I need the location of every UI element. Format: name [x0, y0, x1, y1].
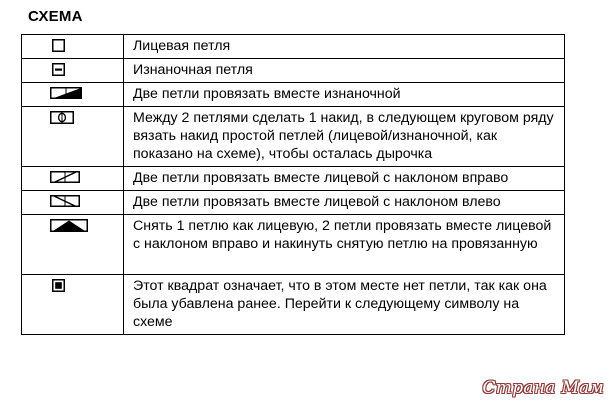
site-watermark: Страна Мам — [482, 378, 604, 398]
table-row — [22, 215, 565, 275]
symbol-cell — [22, 107, 124, 167]
page-title: СХЕМА — [28, 8, 83, 25]
knit-stitch-icon — [52, 39, 65, 52]
legend-description: Лицевая петля — [124, 35, 565, 59]
symbol-cell — [22, 215, 124, 275]
legend-description: Изнаночная петля — [124, 59, 565, 83]
table-row — [22, 83, 565, 107]
symbol-cell — [22, 59, 124, 83]
table-row — [22, 59, 565, 83]
symbol-cell — [22, 35, 124, 59]
legend-description: Две петли провязать вместе лицевой с наклоном вправо — [124, 167, 565, 191]
legend-table — [21, 34, 565, 335]
purl-stitch-icon — [52, 63, 65, 76]
table-row — [22, 35, 565, 59]
yarn-over-icon — [50, 111, 74, 124]
legend-description: Этот квадрат означает, что в этом месте нет петли, так как она была убавлена ранее. Перейти к следующему символу на схеме — [124, 275, 565, 335]
legend-description: Две петли провязать вместе изнаночной — [124, 83, 565, 107]
legend-description: Между 2 петлями сделать 1 накид, в следующем круговом ряду вязать накид простой петлей (лицевой/изнаночной, как показано на схеме), чтобы осталась дырочка — [124, 107, 565, 167]
symbol-cell — [22, 191, 124, 215]
purl-two-together-icon — [50, 87, 82, 99]
knit-two-together-left-icon — [50, 195, 80, 207]
symbol-cell — [22, 83, 124, 107]
slip-knit-pass-over-icon — [50, 219, 88, 232]
no-stitch-icon — [52, 279, 65, 292]
legend-description: Две петли провязать вместе лицевой с наклоном влево — [124, 191, 565, 215]
table-row — [22, 167, 565, 191]
symbol-cell — [22, 167, 124, 191]
table-row — [22, 107, 565, 167]
table-row — [22, 191, 565, 215]
table-row — [22, 275, 565, 335]
symbol-cell — [22, 275, 124, 335]
legend-description: Снять 1 петлю как лицевую, 2 петли провязать вместе лицевой с наклоном вправо и накинуть снятую петлю на провязанную — [124, 215, 565, 275]
knit-two-together-right-icon — [50, 171, 80, 183]
